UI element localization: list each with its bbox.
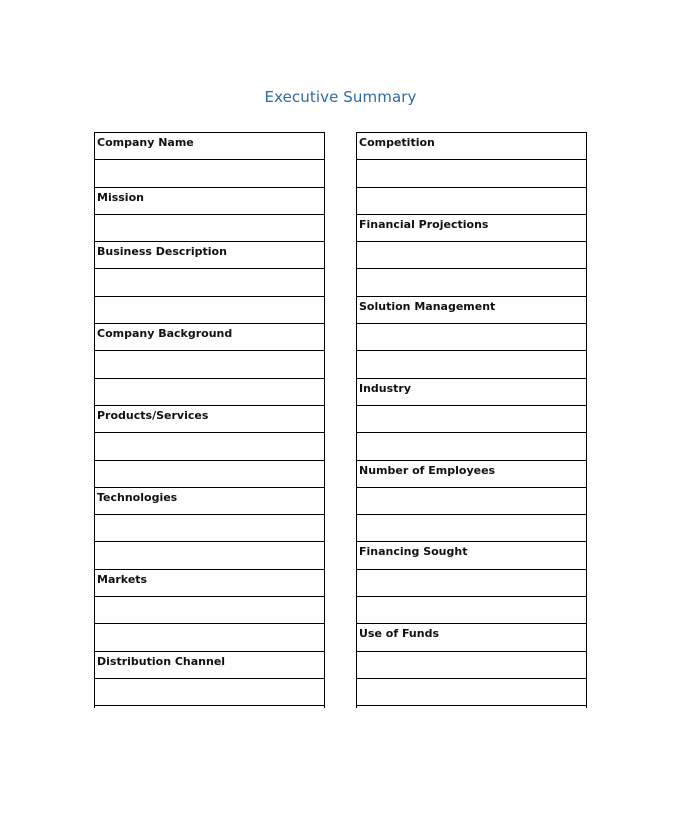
right-label-row: [357, 623, 586, 650]
right-label-row: [357, 132, 586, 159]
field-label: Solution Management: [359, 299, 496, 313]
right-label-row: [357, 460, 586, 487]
field-label: Use of Funds: [359, 627, 439, 641]
field-label: Company Name: [97, 136, 194, 149]
left-label-row: [95, 651, 324, 678]
right-column-tail: [357, 705, 586, 708]
right-blank-entry-row[interactable]: [357, 487, 586, 514]
right-label-row: [357, 214, 586, 241]
left-label-row: [95, 241, 324, 268]
page-title: Executive Summary: [264, 88, 417, 106]
right-blank-entry-row[interactable]: [357, 350, 586, 377]
field-label: Industry: [359, 381, 412, 395]
right-label-row: [357, 378, 586, 405]
left-blank-entry-row[interactable]: [95, 432, 324, 459]
right-blank-entry-row[interactable]: [357, 268, 586, 295]
left-blank-entry-row[interactable]: [95, 350, 324, 377]
left-label-row: [95, 405, 324, 432]
left-label-row: [95, 187, 324, 214]
left-blank-entry-row[interactable]: [95, 214, 324, 241]
left-blank-entry-row[interactable]: [95, 514, 324, 541]
left-form-column: [94, 132, 325, 708]
field-label: Technologies: [97, 490, 178, 504]
left-blank-entry-row[interactable]: [95, 460, 324, 487]
field-label: Business Description: [97, 245, 227, 259]
left-blank-entry-row[interactable]: [95, 541, 324, 568]
right-blank-entry-row[interactable]: [357, 678, 586, 705]
field-label: Company Background: [97, 327, 233, 341]
left-label-row: [95, 487, 324, 514]
left-column-tail: [95, 705, 324, 708]
right-blank-entry-row[interactable]: [357, 596, 586, 623]
right-blank-entry-row[interactable]: [357, 432, 586, 459]
field-label: Competition: [359, 136, 435, 149]
left-blank-entry-row[interactable]: [95, 623, 324, 650]
left-label-row: [95, 569, 324, 596]
field-label: Financing Sought: [359, 545, 468, 559]
left-blank-entry-row[interactable]: [95, 378, 324, 405]
field-label: Number of Employees: [359, 463, 496, 477]
right-blank-entry-row[interactable]: [357, 651, 586, 678]
left-label-row: [95, 132, 324, 159]
left-blank-entry-row[interactable]: [95, 268, 324, 295]
left-blank-entry-row[interactable]: [95, 678, 324, 705]
right-blank-entry-row[interactable]: [357, 569, 586, 596]
field-label: Financial Projections: [359, 217, 489, 231]
right-blank-entry-row[interactable]: [357, 405, 586, 432]
left-blank-entry-row[interactable]: [95, 159, 324, 186]
left-blank-entry-row[interactable]: [95, 296, 324, 323]
left-label-row: [95, 323, 324, 350]
right-blank-entry-row[interactable]: [357, 514, 586, 541]
field-label: Markets: [97, 572, 148, 586]
right-label-row: [357, 296, 586, 323]
right-blank-entry-row[interactable]: [357, 323, 586, 350]
right-form-column: [356, 132, 587, 708]
right-blank-entry-row[interactable]: [357, 187, 586, 214]
field-label: Distribution Channel: [97, 654, 226, 668]
right-blank-entry-row[interactable]: [357, 159, 586, 186]
right-blank-entry-row[interactable]: [357, 241, 586, 268]
right-label-row: [357, 541, 586, 568]
left-blank-entry-row[interactable]: [95, 596, 324, 623]
field-label: Products/Services: [97, 408, 209, 422]
field-label: Mission: [97, 190, 144, 204]
